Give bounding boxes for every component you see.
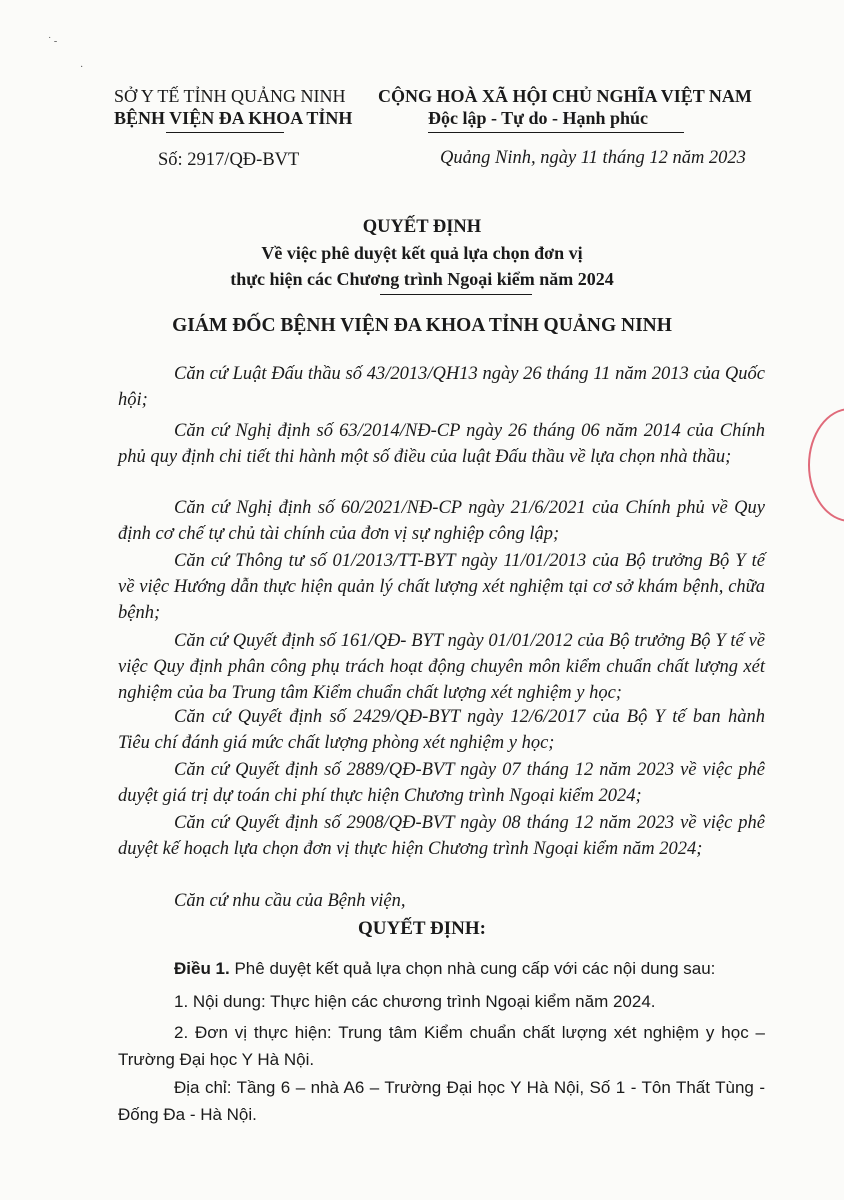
article-1-label: Điều 1. <box>174 959 230 978</box>
legal-basis: Căn cứ nhu cầu của Bệnh viện, <box>174 891 406 911</box>
issuing-authority: GIÁM ĐỐC BỆNH VIỆN ĐA KHOA TỈNH QUẢNG NINH <box>172 315 672 336</box>
article-item: 1. Nội dung: Thực hiện các chương trình Ngoại kiểm năm 2024. <box>174 992 656 1011</box>
decision-heading: QUYẾT ĐỊNH: <box>358 918 486 939</box>
doc-title: QUYẾT ĐỊNH <box>362 217 482 237</box>
legal-basis: Căn cứ Quyết định số 161/QĐ- BYT ngày 01/01/2012 của Bộ trưởng Bộ Y tế về việc Quy định phân công phụ trách hoạt động chuyên môn kiểm chuẩn chất lượng xét nghiệm của ba Trung tâm Kiểm chuẩn chất lượng xét nghiệm y học; <box>118 631 765 703</box>
legal-basis: Căn cứ Thông tư số 01/2013/TT-BYT ngày 11/01/2013 của Bộ trưởng Bộ Y tế về việc Hướng dẫn thực hiện quản lý chất lượng xét nghiệm tại cơ sở khám bệnh, chữa bệnh; <box>118 551 765 623</box>
legal-basis: Căn cứ Quyết định số 2908/QĐ-BVT ngày 08 tháng 12 năm 2023 về việc phê duyệt kế hoạch lựa chọn đơn vị thực hiện Chương trình Ngoại kiểm năm 2024; <box>118 813 765 859</box>
legal-basis: Căn cứ Nghị định số 63/2014/NĐ-CP ngày 26 tháng 06 năm 2014 của Chính phủ quy định chi tiết thi hành một số điều của luật Đấu thầu về lựa chọn nhà thầu; <box>118 421 765 467</box>
article-1-text: Phê duyệt kết quả lựa chọn nhà cung cấp với các nội dung sau: <box>229 959 716 978</box>
red-stamp <box>808 408 844 522</box>
header-right-underline <box>428 132 684 133</box>
legal-basis: Căn cứ Luật Đấu thầu số 43/2013/QH13 ngày 26 tháng 11 năm 2013 của Quốc hội; <box>118 364 765 410</box>
hospital-name: BỆNH VIỆN ĐA KHOA TỈNH <box>114 108 353 128</box>
article-item: Địa chỉ: Tầng 6 – nhà A6 – Trường Đại học Y Hà Nội, Số 1 - Tôn Thất Tùng - Đống Đa - Hà Nội. <box>118 1078 765 1124</box>
doc-subject-line1: Về việc phê duyệt kết quả lựa chọn đơn vị <box>261 243 583 263</box>
title-underline <box>380 294 532 295</box>
country-name: CỘNG HOÀ XÃ HỘI CHỦ NGHĨA VIỆT NAM <box>378 86 752 106</box>
scan-mark: · <box>80 62 84 73</box>
scan-mark: ˙ - <box>48 36 58 47</box>
doc-number: Số: 2917/QĐ-BVT <box>158 150 300 170</box>
article-1 <box>118 956 765 982</box>
legal-basis: Căn cứ Quyết định số 2889/QĐ-BVT ngày 07 tháng 12 năm 2023 về việc phê duyệt giá trị dự toán chi phí thực hiện Chương trình Ngoại kiểm 2024; <box>118 760 765 806</box>
ministry-name: SỞ Y TẾ TỈNH QUẢNG NINH <box>114 86 346 106</box>
motto: Độc lập - Tự do - Hạnh phúc <box>428 108 649 128</box>
legal-basis: Căn cứ Nghị định số 60/2021/NĐ-CP ngày 21/6/2021 của Chính phủ về Quy định cơ chế tự chủ tài chính của đơn vị sự nghiệp công lập; <box>118 498 765 544</box>
place-date: Quảng Ninh, ngày 11 tháng 12 năm 2023 <box>440 148 746 168</box>
header-left-underline <box>166 132 284 133</box>
legal-basis: Căn cứ Quyết định số 2429/QĐ-BYT ngày 12/6/2017 của Bộ Y tế ban hành Tiêu chí đánh giá mức chất lượng phòng xét nghiệm y học; <box>118 707 765 753</box>
article-item: 2. Đơn vị thực hiện: Trung tâm Kiểm chuẩn chất lượng xét nghiệm y học – Trường Đại học Y Hà Nội. <box>118 1023 765 1069</box>
doc-subject-line2: thực hiện các Chương trình Ngoại kiểm năm 2024 <box>230 269 614 289</box>
